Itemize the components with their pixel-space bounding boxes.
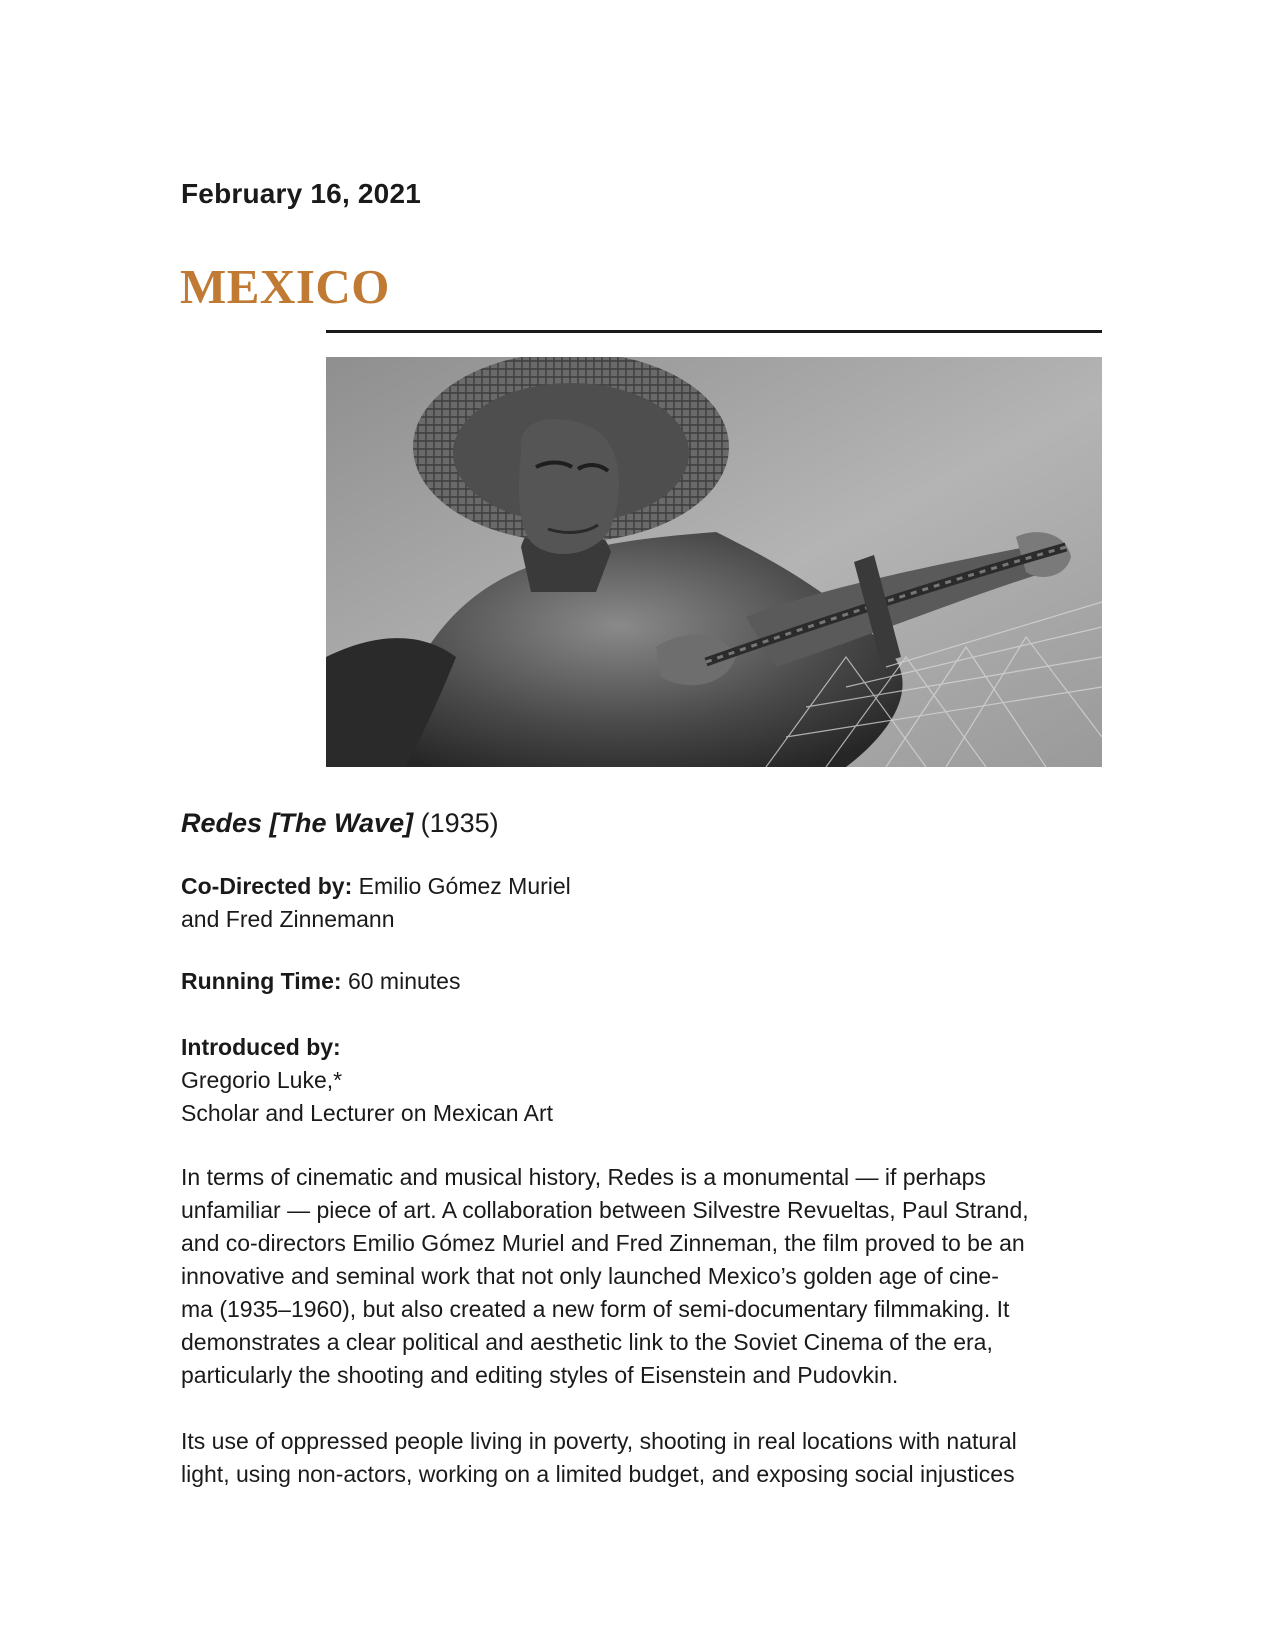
body-paragraph-2 xyxy=(181,1425,1101,1491)
body-line: innovative and seminal work that not only launched Mexico’s golden age of cine- xyxy=(181,1263,999,1289)
title-divider xyxy=(326,330,1102,333)
body-line: Its use of oppressed people living in poverty, shooting in real locations with natural xyxy=(181,1428,1017,1454)
page-date: February 16, 2021 xyxy=(181,178,421,209)
running-time-label: Running Time: xyxy=(181,968,342,994)
body-line: In terms of cinematic and musical history, Redes is a monumental — if perhaps xyxy=(181,1164,986,1190)
section-title: MEXICO xyxy=(180,259,390,314)
directed-by-label: Co-Directed by: xyxy=(181,873,353,899)
body-line: ma (1935–1960), but also created a new form of semi-documentary filmmaking. It xyxy=(181,1296,1010,1322)
film-title xyxy=(181,806,499,840)
introduced-by-label: Introduced by: xyxy=(181,1034,341,1060)
running-time-block xyxy=(181,965,460,998)
body-line: particularly the shooting and editing styles of Eisenstein and Pudovkin. xyxy=(181,1362,899,1388)
running-time-value: 60 minutes xyxy=(347,968,461,994)
introducer-name: Gregorio Luke,* xyxy=(181,1067,343,1093)
directed-by-value-cont: and Fred Zinnemann xyxy=(181,906,395,932)
introducer-role: Scholar and Lecturer on Mexican Art xyxy=(181,1100,554,1126)
introduced-by-block xyxy=(181,1031,553,1130)
film-year: (1935) xyxy=(420,808,499,838)
directed-by-block xyxy=(181,870,571,936)
body-line: light, using non-actors, working on a limited budget, and exposing social injustices xyxy=(181,1461,1015,1487)
film-title-text: Redes [The Wave] xyxy=(181,808,414,838)
directed-by-value: Emilio Gómez Muriel xyxy=(358,873,571,899)
body-paragraph-1 xyxy=(181,1161,1101,1392)
body-line: demonstrates a clear political and aesthetic link to the Soviet Cinema of the era, xyxy=(181,1329,993,1355)
film-still-photo xyxy=(326,357,1102,767)
body-line: unfamiliar — piece of art. A collaboration between Silvestre Revueltas, Paul Strand, xyxy=(181,1197,1029,1223)
body-line: and co-directors Emilio Gómez Muriel and Fred Zinneman, the film proved to be an xyxy=(181,1230,1025,1256)
